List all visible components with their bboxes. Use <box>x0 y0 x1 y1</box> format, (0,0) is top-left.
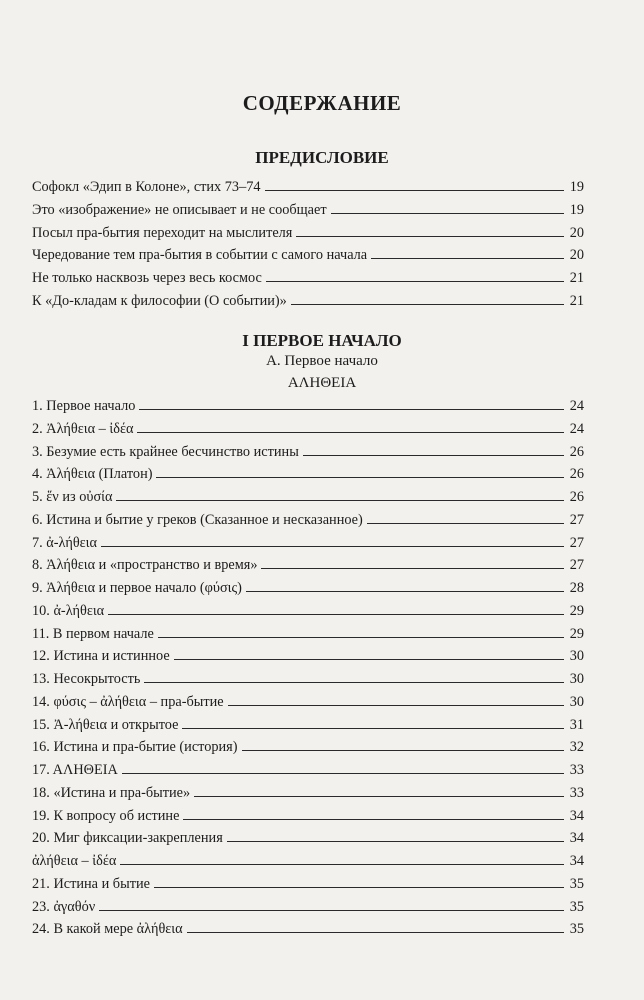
toc-entry-page: 30 <box>569 693 584 710</box>
toc-entry-page: 34 <box>569 853 584 869</box>
toc-leader-line <box>187 918 564 933</box>
toc-leader-line <box>194 782 564 797</box>
preface-toc <box>32 176 584 313</box>
toc-entry-page: 27 <box>569 557 584 574</box>
toc-entry-title: 15. Ἀ-λήθεια и открытое <box>32 716 179 733</box>
toc-entry <box>32 896 584 919</box>
toc-entry-page: 24 <box>569 398 584 414</box>
toc-leader-line <box>101 532 564 547</box>
toc-leader-line <box>246 577 564 592</box>
toc-leader-line <box>261 554 564 569</box>
toc-entry <box>32 244 584 267</box>
toc-entry <box>32 600 584 623</box>
toc-entry-title: 8. Ἀλήθεια и «пространство и время» <box>32 557 258 574</box>
toc-entry-title: 9. Ἀλήθεια и первое начало (φύσις) <box>32 580 242 596</box>
toc-entry <box>32 486 584 509</box>
toc-entry-title: 19. К вопросу об истине <box>32 807 180 824</box>
toc-leader-line <box>174 645 564 660</box>
toc-entry-page: 26 <box>569 489 584 505</box>
toc-entry <box>32 918 584 941</box>
page-title: СОДЕРЖАНИЕ <box>242 91 402 115</box>
toc-entry <box>32 176 584 199</box>
toc-entry-page: 33 <box>569 762 584 778</box>
toc-entry-page: 19 <box>569 201 584 218</box>
toc-entry-title: 11. В первом начале <box>32 625 154 642</box>
toc-leader-line <box>139 395 564 410</box>
toc-entry <box>32 199 584 222</box>
toc-entry-page: 21 <box>569 292 584 309</box>
toc-entry-page: 29 <box>569 625 584 642</box>
toc-entry-title: Чередование тем пра-бытия в событии с самого начала <box>32 247 368 264</box>
toc-entry-title: 12. Истина и истинное <box>32 648 170 665</box>
toc-leader-line <box>266 267 564 282</box>
toc-leader-line <box>158 623 564 638</box>
toc-leader-line <box>182 714 564 729</box>
part1-subheading: А. Первое начало <box>266 353 378 369</box>
toc-entry-page: 33 <box>569 784 584 801</box>
toc-leader-line <box>183 805 564 820</box>
toc-entry-title: К «До-кладам к философии (О событии)» <box>32 292 287 309</box>
part1-heading: I ПЕРВОЕ НАЧАЛО <box>242 331 402 350</box>
toc-leader-line <box>371 244 564 259</box>
toc-leader-line <box>296 222 564 237</box>
toc-leader-line <box>154 873 564 888</box>
toc-entry-title: 16. Истина и пра-бытие (история) <box>32 739 238 756</box>
toc-entry-title: 2. Ἀλήθεια – ἰδέα <box>32 420 134 437</box>
toc-leader-line <box>331 199 564 214</box>
toc-entry-title: Это «изображение» не описывает и не сообщает <box>32 201 327 218</box>
toc-entry <box>32 463 584 486</box>
toc-entry-page: 20 <box>569 224 584 241</box>
toc-entry <box>32 850 584 873</box>
toc-entry-page: 30 <box>569 648 584 665</box>
toc-entry-page: 35 <box>569 875 584 892</box>
toc-entry <box>32 805 584 828</box>
toc-entry <box>32 759 584 782</box>
toc-leader-line <box>242 736 564 751</box>
toc-entry <box>32 441 584 464</box>
toc-leader-line <box>122 759 564 774</box>
toc-leader-line <box>367 509 564 524</box>
toc-entry <box>32 736 584 759</box>
toc-entry <box>32 395 584 418</box>
toc-entry-title: 4. Ἀλήθεια (Платон) <box>32 466 153 483</box>
toc-entry-title: ἀλήθεια – ἰδέα <box>32 853 117 869</box>
toc-entry <box>32 827 584 850</box>
toc-entry-page: 34 <box>569 807 584 824</box>
toc-entry <box>32 668 584 691</box>
toc-entry-title: 3. Безумие есть крайнее бесчинство истины <box>32 443 299 460</box>
toc-entry-page: 35 <box>569 921 584 938</box>
toc-leader-line <box>99 896 564 911</box>
toc-entry-title: Не только насквозь через весь космос <box>32 270 262 286</box>
toc-entry-title: 14. φύσις – ἀλήθεια – пра-бытие <box>32 693 224 710</box>
toc-entry <box>32 714 584 737</box>
toc-entry-title: 18. «Истина и пра-бытие» <box>32 784 191 801</box>
toc-entry-page: 27 <box>569 534 584 551</box>
toc-entry-page: 19 <box>569 179 584 195</box>
preface-heading: ПРЕДИСЛОВИЕ <box>255 148 389 167</box>
toc-leader-line <box>228 691 564 706</box>
toc-entry <box>32 577 584 600</box>
toc-entry-page: 21 <box>569 270 584 286</box>
toc-entry-title: 6. Истина и бытие у греков (Сказанное и несказанное) <box>32 511 363 528</box>
toc-entry-page: 26 <box>569 443 584 460</box>
toc-entry-page: 34 <box>569 830 584 847</box>
part1-toc <box>32 395 584 941</box>
toc-leader-line <box>291 290 564 305</box>
toc-entry-title: 13. Несокрытость <box>32 671 141 687</box>
toc-entry-title: 17. ΑΛΗΘΕΙΑ <box>32 762 118 778</box>
toc-entry-page: 26 <box>569 466 584 483</box>
toc-entry-title: 24. В какой мере ἀλήθεια <box>32 921 183 938</box>
toc-entry <box>32 418 584 441</box>
part1-greek-heading: ΑΛΗΘΕΙΑ <box>287 375 357 391</box>
toc-entry <box>32 267 584 290</box>
toc-entry-page: 20 <box>569 247 584 264</box>
toc-leader-line <box>265 176 564 191</box>
toc-entry-page: 27 <box>569 511 584 528</box>
toc-entry <box>32 645 584 668</box>
toc-entry <box>32 873 584 896</box>
toc-entry <box>32 782 584 805</box>
toc-entry-page: 28 <box>569 580 584 596</box>
toc-entry-title: 7. ἀ-λήθεια <box>32 534 98 551</box>
toc-entry-page: 29 <box>569 602 584 619</box>
toc-entry-title: Софокл «Эдип в Колоне», стих 73–74 <box>32 179 261 195</box>
toc-entry-title: 10. ἀ-λήθεια <box>32 602 105 619</box>
toc-entry-title: 1. Первое начало <box>32 398 136 414</box>
toc-entry <box>32 691 584 714</box>
toc-leader-line <box>108 600 564 615</box>
toc-leader-line <box>120 850 564 865</box>
toc-leader-line <box>303 441 564 456</box>
toc-leader-line <box>156 463 564 478</box>
toc-entry-title: 20. Миг фиксации-закрепления <box>32 830 223 847</box>
toc-entry <box>32 623 584 646</box>
toc-leader-line <box>116 486 564 501</box>
toc-entry-page: 32 <box>569 739 584 756</box>
toc-entry-title: 21. Истина и бытие <box>32 875 150 892</box>
toc-entry-title: 23. ἀγαθόν <box>32 898 96 915</box>
toc-entry <box>32 554 584 577</box>
toc-leader-line <box>144 668 564 683</box>
toc-entry-page: 30 <box>569 671 584 687</box>
toc-entry-title: Посыл пра-бытия переходит на мыслителя <box>32 224 293 241</box>
toc-leader-line <box>227 827 564 842</box>
toc-entry-title: 5. ἕν из οὐσία <box>32 489 113 505</box>
toc-entry-page: 35 <box>569 898 584 915</box>
toc-leader-line <box>137 418 564 433</box>
toc-entry <box>32 290 584 313</box>
toc-entry-page: 24 <box>569 420 584 437</box>
toc-entry-page: 31 <box>569 716 584 733</box>
toc-entry <box>32 509 584 532</box>
toc-entry <box>32 222 584 245</box>
toc-entry <box>32 532 584 555</box>
